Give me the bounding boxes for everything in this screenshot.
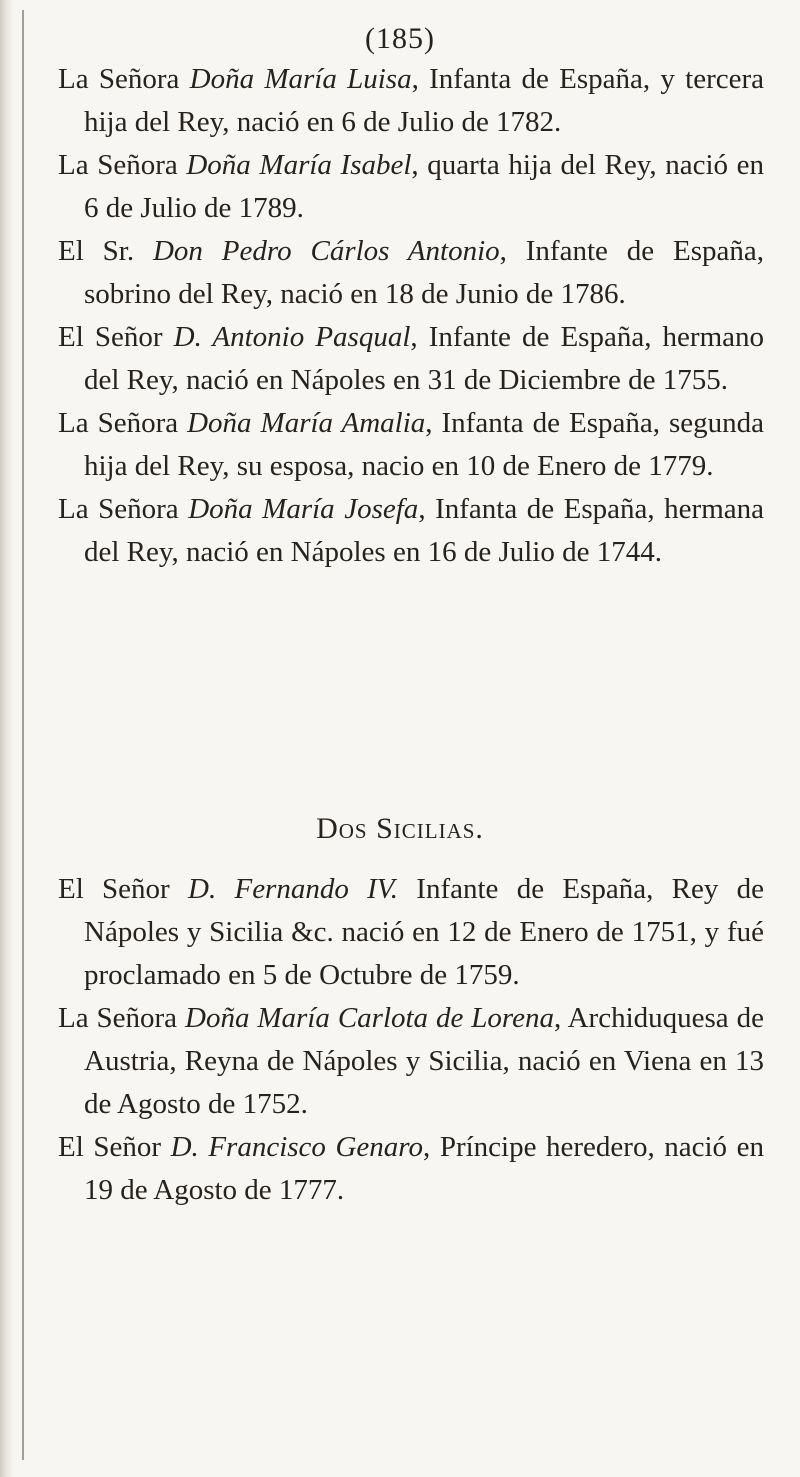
entry-text: , Infanta de España, y tercera hija del Rey, nació en 6 de Julio de 1782.: [84, 63, 765, 138]
entry-pedro-carlos: [58, 230, 764, 316]
entry-text: , Infanta de España, hermana del Rey, nació en Nápoles en 16 de Julio de 1744.: [84, 493, 765, 568]
entry-name: Don Pedro Cárlos Antonio: [152, 235, 500, 267]
entry-name: Doña María Luisa: [189, 63, 412, 95]
entry-maria-carlota: [58, 997, 764, 1126]
entry-name: Doña María Carlota de Lorena: [185, 1002, 555, 1034]
entry-maria-amalia: [58, 402, 764, 488]
entry-prefix: El Señor: [58, 321, 163, 353]
section-heading: Dos Sicilias.: [316, 812, 484, 845]
page-margin-rule: [22, 10, 24, 1460]
entry-text: , quarta hija del Rey, nació en 6 de Julio de 1789.: [84, 149, 764, 224]
entry-text: , Infante de España, hermano del Rey, nació en Nápoles en 31 de Diciembre de 1755.: [84, 321, 764, 396]
entry-francisco-genaro: [58, 1126, 764, 1212]
entry-prefix: La Señora: [58, 407, 179, 439]
entry-text: Infante de España, Rey de Nápoles y Sicilia &c. nació en 12 de Enero de 1751, y fué proclamado en 5 de Octubre de 1759.: [84, 873, 764, 991]
entry-fernando-iv: [58, 868, 764, 997]
entry-prefix: La Señora: [58, 63, 180, 95]
entry-maria-josefa: [58, 488, 764, 574]
entry-maria-isabel: [58, 144, 764, 230]
entry-prefix: El Señor: [58, 1131, 161, 1163]
entry-name: Doña María Isabel: [186, 149, 412, 181]
entry-text: , Archiduquesa de Austria, Reyna de Nápoles y Sicilia, nació en Viena en 13 de Agosto de 1752.: [84, 1002, 764, 1120]
entry-name: D. Fernando IV.: [188, 873, 399, 905]
entry-text: , Infanta de España, segunda hija del Rey, su esposa, nacio en 10 de Enero de 1779.: [84, 407, 764, 482]
entry-antonio-pasqual: [58, 316, 764, 402]
royal-family-list: [58, 58, 764, 574]
entry-name: Doña María Josefa: [188, 493, 419, 525]
entry-prefix: La Señora: [58, 149, 178, 181]
entry-text: , Príncipe heredero, nació en 19 de Agosto de 1777.: [84, 1131, 764, 1206]
page-binding-shadow: [0, 0, 14, 1477]
entry-prefix: El Señor: [58, 873, 170, 905]
entry-maria-luisa: [58, 58, 764, 144]
two-sicilies-list: [58, 868, 764, 1212]
entry-prefix: La Señora: [58, 493, 179, 525]
entry-prefix: La Señora: [58, 1002, 178, 1034]
entry-prefix: El Sr.: [58, 235, 135, 267]
page-number: (185): [365, 22, 435, 55]
entry-name: Doña María Amalia: [187, 407, 426, 439]
entry-text: , Infante de España, sobrino del Rey, nació en 18 de Junio de 1786.: [84, 235, 765, 310]
entry-name: D. Francisco Genaro: [170, 1131, 423, 1163]
entry-name: D. Antonio Pasqual: [173, 321, 411, 353]
